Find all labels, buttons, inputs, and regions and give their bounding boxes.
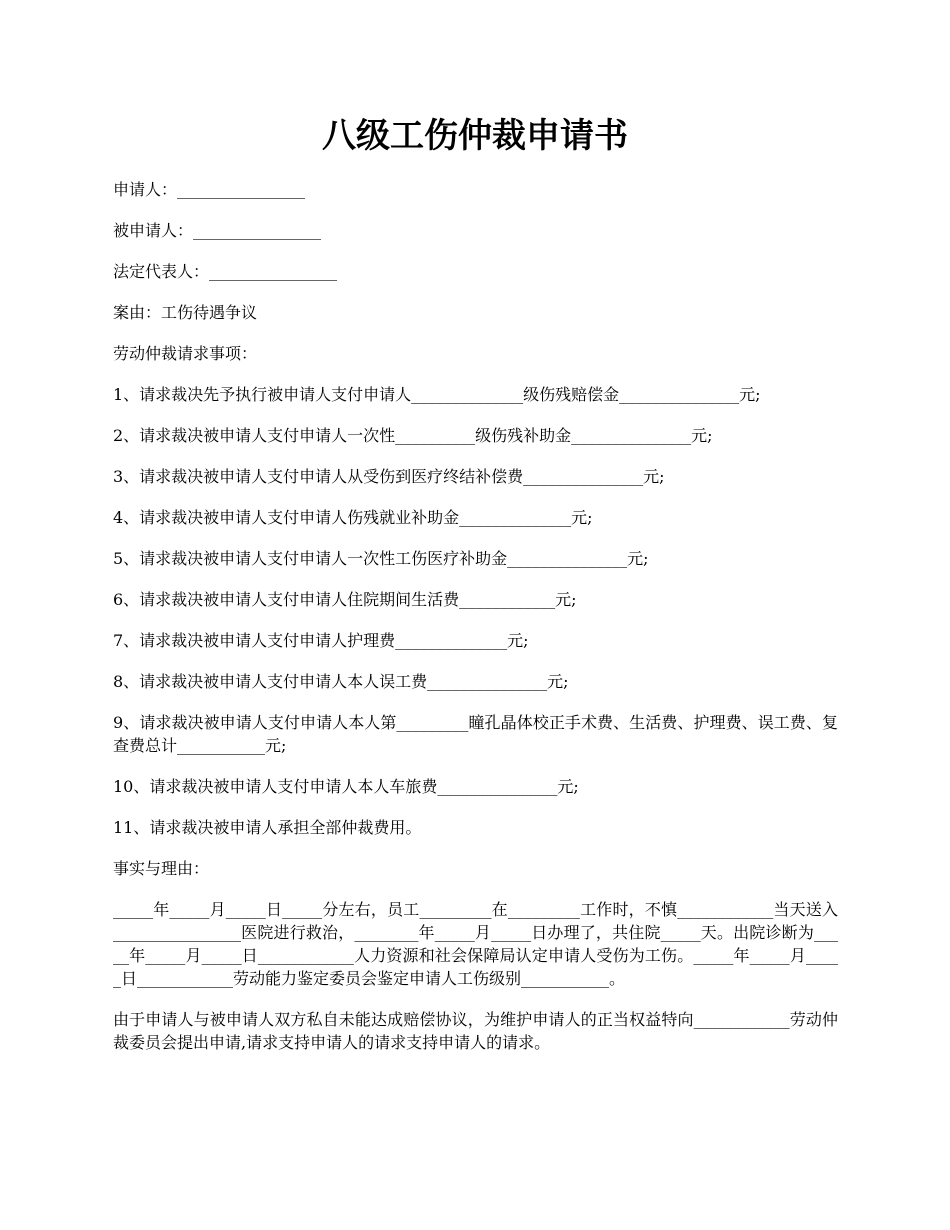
document-body xyxy=(113,178,838,1072)
claim-item-9: 9、请求裁决被申请人支付申请人本人第_________瞳孔晶体校正手术费、生活费、护理费、误工费、复查费总计___________元; xyxy=(113,713,838,755)
applicant-line: 申请人：________________ xyxy=(113,180,306,199)
claim-item-4: 4、请求裁决被申请人支付申请人伤残就业补助金______________元; xyxy=(113,508,593,527)
facts-paragraph: _____年_____月_____日_____分左右，员工_________在_________工作时，不慎____________当天送入________________医院进行救治，________年_____月_____日办理了，共住院_____天。出院诊断为_____年_____月_____日____________人力资源和社会保障局认定申请人受伤为工伤。_____年_____月_____日____________劳动能力鉴定委员会鉴定申请人工伤级别___________。 xyxy=(113,900,838,988)
claim-item-10: 10、请求裁决被申请人支付申请人本人车旅费_______________元; xyxy=(113,777,579,796)
facts-heading: 事实与理由： xyxy=(113,859,210,878)
document-title: 八级工伤仲裁申请书 xyxy=(322,116,628,156)
claim-item-7: 7、请求裁决被申请人支付申请人护理费______________元; xyxy=(113,631,529,650)
claim-item-3: 3、请求裁决被申请人支付申请人从受伤到医疗终结补偿费_______________元; xyxy=(113,467,665,486)
claims-heading: 劳动仲裁请求事项： xyxy=(113,344,258,363)
claim-item-5: 5、请求裁决被申请人支付申请人一次性工伤医疗补助金_______________元; xyxy=(113,549,649,568)
claim-item-8: 8、请求裁决被申请人支付申请人本人误工费_______________元; xyxy=(113,672,569,691)
claim-item-1: 1、请求裁决先予执行被申请人支付申请人______________级伤残赔偿金_______________元; xyxy=(113,385,761,404)
respondent-line: 被申请人：________________ xyxy=(113,221,322,240)
claim-item-6: 6、请求裁决被申请人支付申请人住院期间生活费____________元; xyxy=(113,590,577,609)
request-paragraph: 由于申请人与被申请人双方私自未能达成赔偿协议，为维护申请人的正当权益特向____________劳动仲裁委员会提出申请,请求支持申请人的请求支持申请人的请求。 xyxy=(113,1010,838,1052)
claim-item-11: 11、请求裁决被申请人承担全部仲裁费用。 xyxy=(113,818,422,837)
claim-item-2: 2、请求裁决被申请人支付申请人一次性__________级伤残补助金_______________元; xyxy=(113,426,713,445)
case-cause-line: 案由：工伤待遇争议 xyxy=(113,303,258,322)
legal-representative-line: 法定代表人：________________ xyxy=(113,262,338,281)
